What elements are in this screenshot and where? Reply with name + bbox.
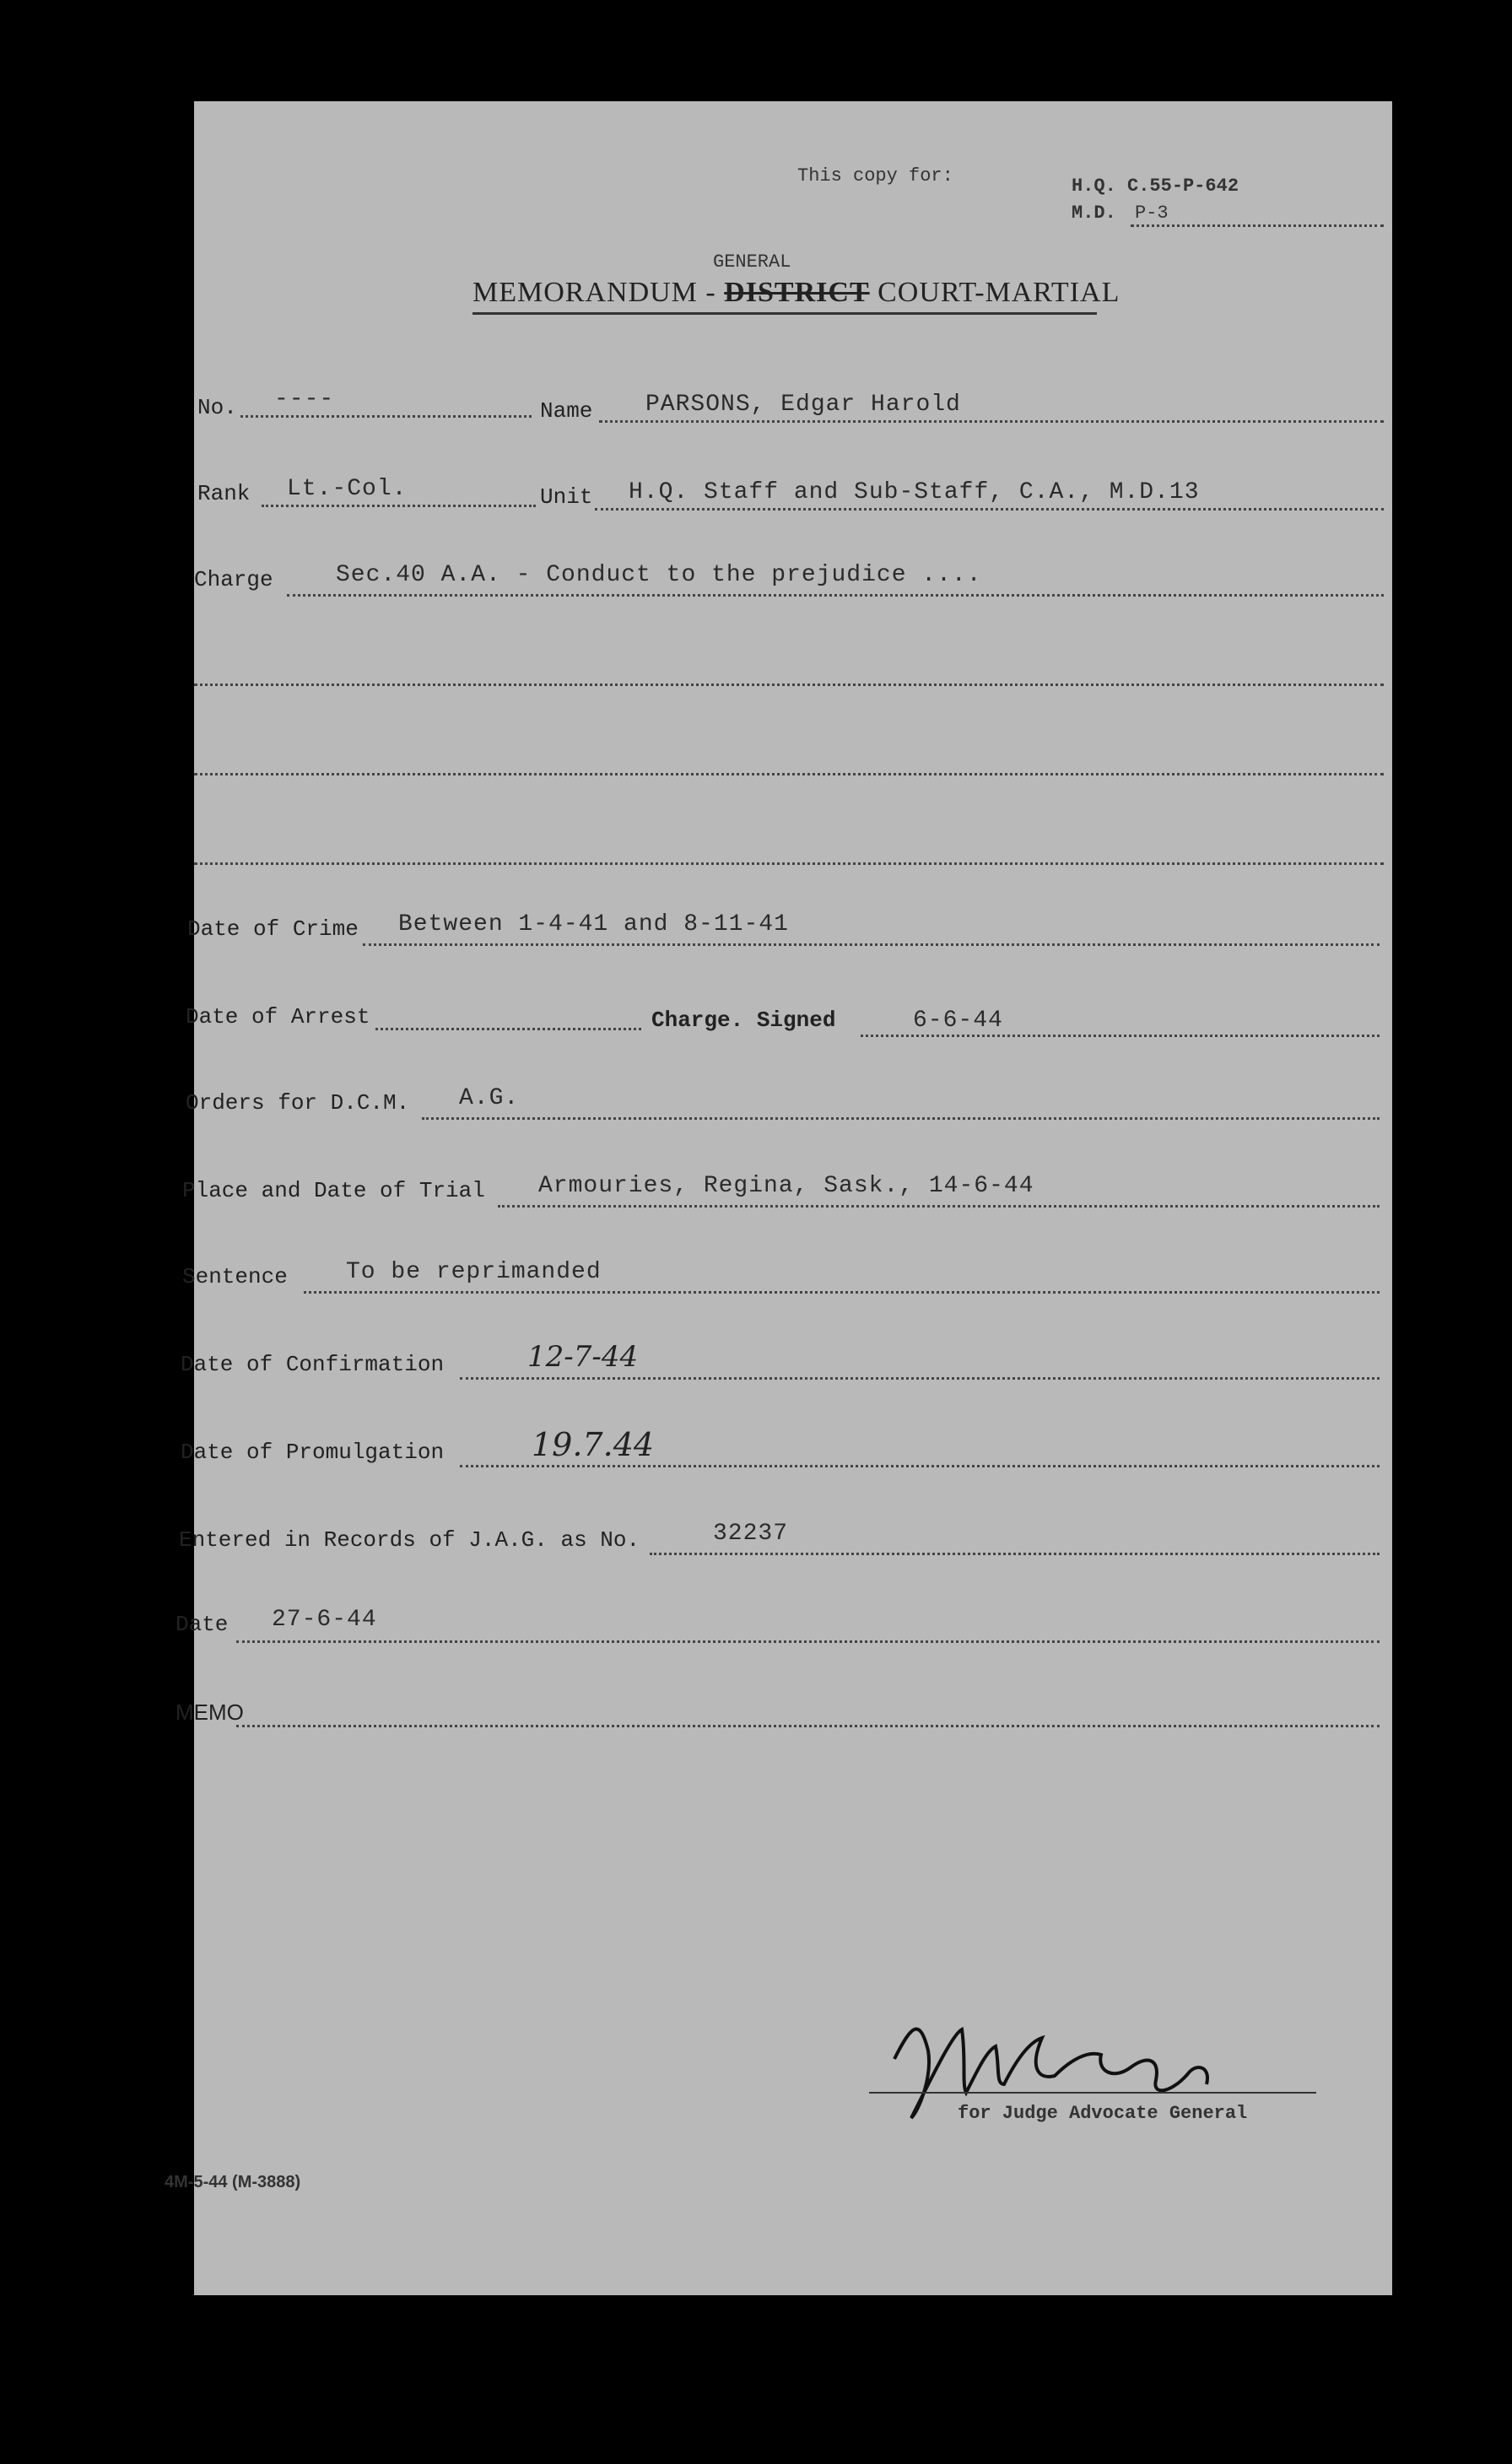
charge-label: Charge xyxy=(194,567,273,592)
title-suffix: COURT-MARTIAL xyxy=(878,277,1120,308)
unit-label: Unit xyxy=(540,484,593,510)
trial-label: Place and Date of Trial xyxy=(182,1178,485,1203)
no-label: No. xyxy=(197,395,237,420)
confirm-value: 12-7-44 xyxy=(527,1340,639,1374)
sentence-value: To be reprimanded xyxy=(346,1259,602,1285)
title-underline xyxy=(472,312,1097,315)
name-value: PARSONS, Edgar Harold xyxy=(645,392,961,418)
charge-signed-label: Charge. Signed xyxy=(651,1008,836,1033)
signature-caption: for Judge Advocate General xyxy=(958,2103,1248,2124)
title-inserted: GENERAL xyxy=(713,251,791,273)
rank-value: Lt.-Col. xyxy=(287,476,408,502)
ref-md-prefix: M.D. xyxy=(1072,203,1116,224)
crime-label: Date of Crime xyxy=(187,916,359,942)
promul-value: 19.7.44 xyxy=(532,1426,655,1463)
title-prefix: MEMORANDUM - xyxy=(472,277,716,308)
memorandum-form xyxy=(165,101,1392,2295)
promul-label: Date of Promulgation xyxy=(181,1440,445,1465)
ref-md-value: P-3 xyxy=(1135,203,1169,224)
name-label: Name xyxy=(540,398,593,424)
date-label: Date xyxy=(176,1612,229,1637)
charge-signed-value: 6-6-44 xyxy=(913,1008,1003,1034)
orders-value: A.G. xyxy=(459,1085,520,1111)
form-code: 4M-5-44 (M-3888) xyxy=(165,2173,301,2191)
records-label: Entered in Records of J.A.G. as No. xyxy=(179,1527,640,1553)
sentence-label: Sentence xyxy=(182,1264,288,1289)
trial-value: Armouries, Regina, Sask., 14-6-44 xyxy=(538,1173,1034,1199)
charge-value: Sec.40 A.A. - Conduct to the prejudice .... xyxy=(336,562,982,588)
ref-hq: H.Q. C.55-P-642 xyxy=(1072,176,1239,197)
copy-label: This copy for: xyxy=(797,165,953,186)
records-value: 32237 xyxy=(713,1521,789,1547)
date-value: 27-6-44 xyxy=(272,1607,377,1633)
confirm-label: Date of Confirmation xyxy=(181,1352,445,1377)
arrest-label: Date of Arrest xyxy=(186,1004,370,1029)
no-value: ---- xyxy=(274,386,335,413)
rank-label: Rank xyxy=(197,481,251,506)
unit-value: H.Q. Staff and Sub-Staff, C.A., M.D.13 xyxy=(629,479,1200,505)
page-title xyxy=(472,277,1120,309)
title-struck: DISTRICT xyxy=(724,277,870,308)
memo-label: MEMO xyxy=(176,1699,244,1725)
crime-value: Between 1-4-41 and 8-11-41 xyxy=(398,911,789,938)
orders-label: Orders for D.C.M. xyxy=(186,1090,410,1116)
